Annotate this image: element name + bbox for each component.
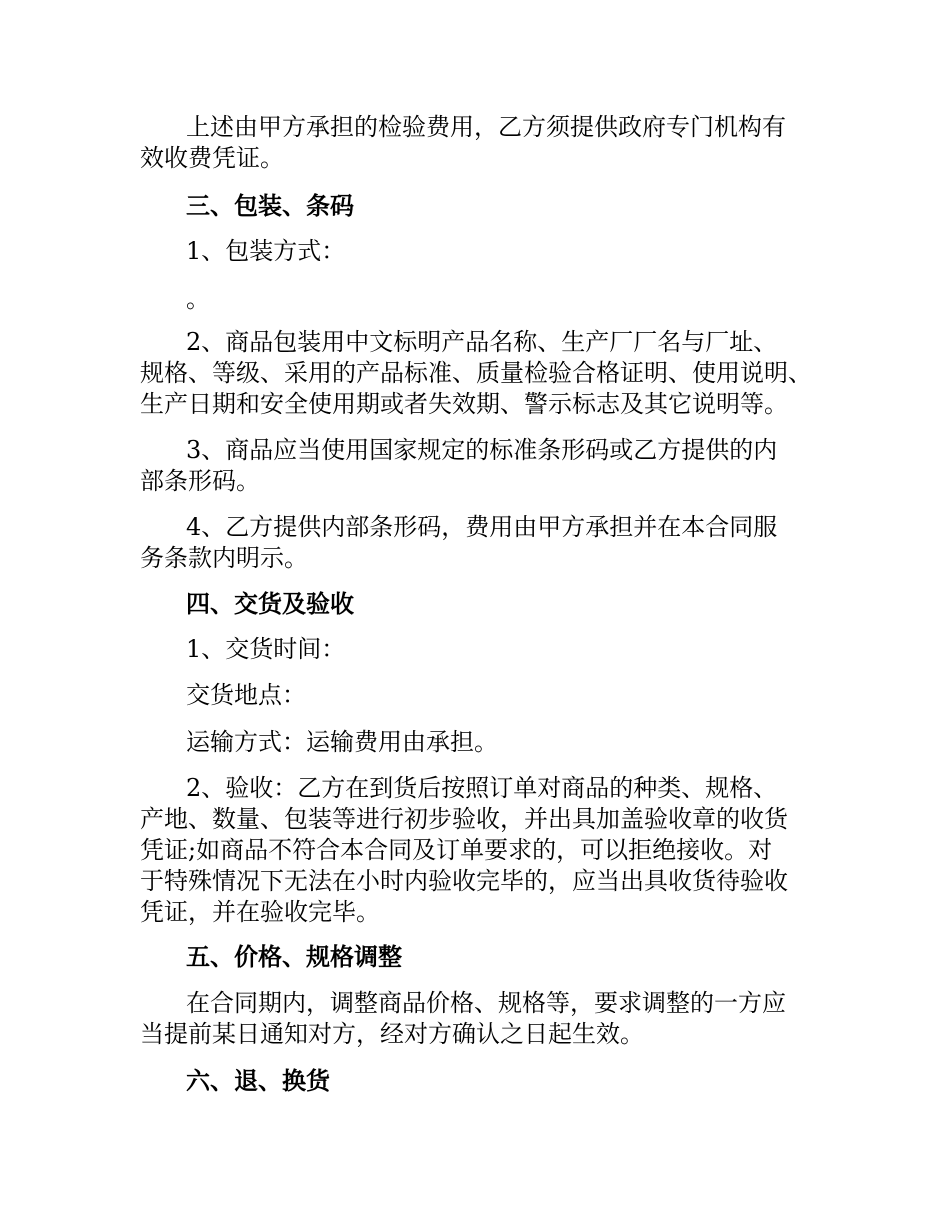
text-line: 部条形码。 bbox=[140, 467, 260, 495]
text-line: 凭证;如商品不符合本合同及订单要求的，可以拒绝接收。对 bbox=[140, 836, 773, 864]
text-line: 1、包装方式： bbox=[186, 237, 346, 265]
text-line: 在合同期内，调整商品价格、规格等，要求调整的一方应 bbox=[186, 989, 786, 1017]
text-line: 务条款内明示。 bbox=[140, 544, 308, 572]
text-line: 2、商品包装用中文标明产品名称、生产厂厂名与厂址、 bbox=[186, 328, 778, 356]
text-line: 4、乙方提供内部条形码，费用由甲方承担并在本合同服 bbox=[186, 513, 778, 541]
section-heading-delivery bbox=[140, 588, 830, 619]
paragraph-barcode-standard bbox=[140, 435, 830, 497]
paragraph-packaging-method bbox=[140, 236, 830, 267]
text-line: 1、交货时间： bbox=[186, 635, 346, 663]
text-line: 3、商品应当使用国家规定的标准条形码或乙方提供的内 bbox=[186, 436, 778, 464]
paragraph-packaging-labeling bbox=[140, 327, 830, 420]
paragraph-transport-method bbox=[140, 727, 830, 758]
paragraph-delivery-time bbox=[140, 634, 830, 665]
paragraph-internal-barcode bbox=[140, 512, 830, 574]
text-line: 交货地点： bbox=[186, 681, 306, 709]
text-line: 运输方式：运输费用由承担。 bbox=[186, 728, 498, 756]
text-line: 于特殊情况下无法在小时内验收完毕的，应当出具收货待验收 bbox=[140, 867, 788, 895]
heading-line: 四、交货及验收 bbox=[186, 589, 354, 618]
section-heading-price-adjustment bbox=[140, 941, 830, 972]
paragraph-delivery-location bbox=[140, 680, 830, 711]
paragraph-period bbox=[140, 284, 830, 315]
text-line: 2、验收：乙方在到货后按照订单对商品的种类、规格、 bbox=[186, 774, 778, 802]
text-line: 规格、等级、采用的产品标准、质量检验合格证明、使用说明、 bbox=[140, 359, 812, 387]
text-line: 上述由甲方承担的检验费用，乙方须提供政府专门机构有 bbox=[186, 113, 786, 141]
paragraph-inspection-fee bbox=[140, 112, 830, 174]
text-line: 凭证，并在验收完毕。 bbox=[140, 898, 380, 926]
text-line: 当提前某日通知对方，经对方确认之日起生效。 bbox=[140, 1020, 644, 1048]
section-heading-returns bbox=[140, 1065, 830, 1096]
text-line: 产地、数量、包装等进行初步验收，并出具加盖验收章的收货 bbox=[140, 805, 788, 833]
heading-line: 五、价格、规格调整 bbox=[186, 942, 402, 971]
text-line: 效收费凭证。 bbox=[140, 144, 284, 172]
paragraph-price-adjustment bbox=[140, 988, 830, 1050]
heading-line: 三、包装、条码 bbox=[186, 191, 354, 220]
paragraph-acceptance bbox=[140, 773, 830, 928]
text-line: 生产日期和安全使用期或者失效期、警示标志及其它说明等。 bbox=[140, 390, 788, 418]
section-heading-packaging bbox=[140, 190, 830, 221]
text-line: 。 bbox=[186, 285, 210, 313]
heading-line: 六、退、换货 bbox=[186, 1066, 330, 1095]
